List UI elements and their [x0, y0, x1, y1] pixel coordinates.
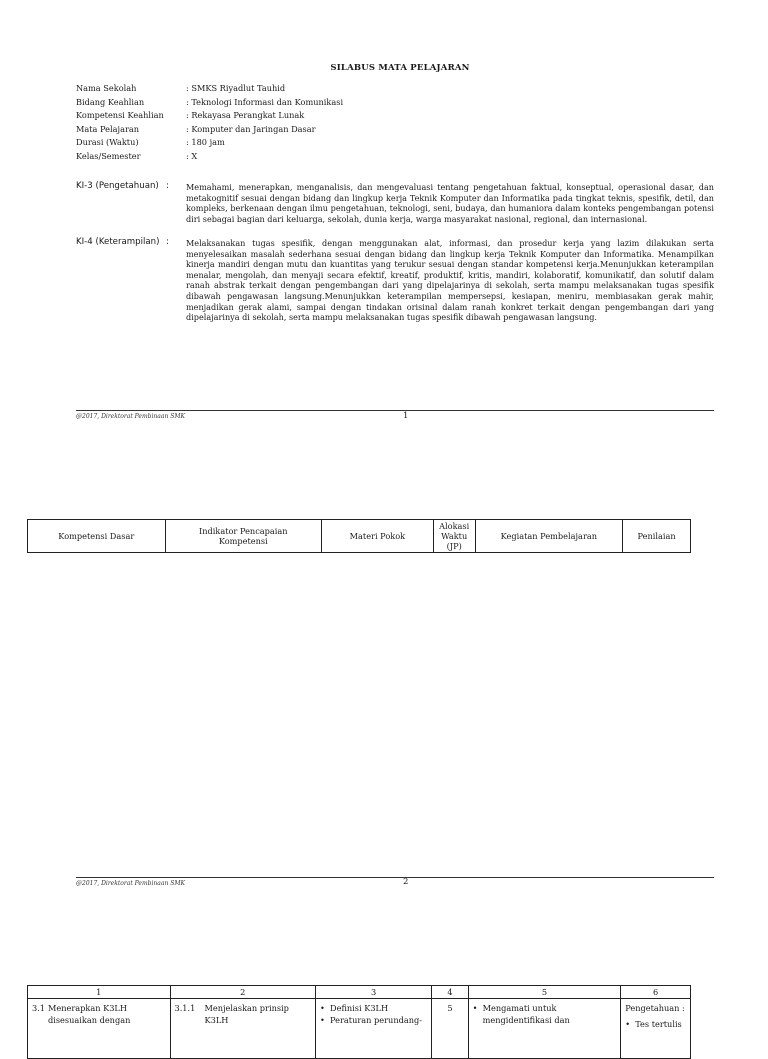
info-row-subject	[76, 123, 343, 137]
materi-cell	[316, 999, 432, 1059]
info-row-school	[76, 82, 343, 96]
page-title: SILABUS MATA PELAJARAN	[330, 63, 470, 73]
info-value: : Rekayasa Perangkat Lunak	[186, 110, 305, 121]
jp-value: 5	[447, 1003, 453, 1013]
info-value: : Teknologi Informasi dan Komunikasi	[186, 96, 344, 107]
footer-divider	[76, 877, 714, 878]
col-number: 1	[28, 986, 171, 999]
kd-text: Menerapkan K3LH	[48, 1003, 128, 1013]
indicator-number: 3.1.1	[174, 1003, 196, 1013]
ki3-text: Memahami, menerapkan, menganalisis, dan mengevaluasi tentang pengetahuan faktual, konseptual, operasional dasar, dan metakognitif sesuai dengan bidang dan lingkup kerja Teknik Komputer dan Informatika pada tingkat teknis, spesifik, detil, dan kompleks, berkenaan dengan ilmu pengetahuan, teknologi, seni, budaya, dan humaniora dalam konteks pengembangan potensi diri sebagai bagian dari keluarga, sekolah, dunia kerja, warga masyarakat nasional, regional, dan internasional.	[186, 182, 714, 224]
page-number: 1	[403, 411, 409, 421]
col-number: 2	[170, 986, 316, 999]
header-kegiatan: Kegiatan Pembelajaran	[475, 520, 622, 553]
info-value: : SMKS Riyadlut Tauhid	[186, 83, 286, 93]
header-materi-pokok: Materi Pokok	[322, 520, 434, 553]
penilaian-heading: Pengetahuan :	[625, 1003, 685, 1013]
list-item: • Mengamati untuk mengidentifikasi dan	[472, 1003, 570, 1025]
table-row	[28, 999, 691, 1059]
ki4-label: KI-4 (Keterampilan)	[76, 237, 160, 247]
kd-cell	[28, 999, 171, 1059]
kegiatan-cell	[468, 999, 621, 1059]
info-row-duration	[76, 136, 343, 150]
table-header-row	[28, 520, 691, 553]
column-number-row	[28, 986, 691, 999]
info-label: Nama Sekolah	[76, 83, 137, 93]
col-number: 3	[316, 986, 432, 999]
footer-copyright: @2017, Direktorat Pembinaan SMK	[76, 413, 185, 420]
col-number: 6	[621, 986, 691, 999]
footer-copyright: @2017, Direktorat Pembinaan SMK	[76, 880, 185, 887]
kd-number: 3.1	[32, 1003, 46, 1013]
info-label: Kelas/Semester	[76, 150, 141, 161]
ki3-label: KI-3 (Pengetahuan)	[76, 181, 159, 191]
info-row-competency	[76, 109, 343, 123]
header-alokasi-waktu: Alokasi Waktu (JP)	[433, 520, 475, 553]
kd-text: disesuaikan dengan	[48, 1015, 131, 1025]
syllabus-content-table	[27, 985, 691, 1059]
footer-divider	[76, 410, 714, 411]
info-label: Durasi (Waktu)	[76, 137, 139, 148]
header-penilaian: Penilaian	[623, 520, 691, 553]
col-number: 5	[468, 986, 621, 999]
list-item: • Peraturan perundang-	[320, 1015, 422, 1025]
list-item: • Definisi K3LH	[320, 1003, 389, 1013]
indicator-text: K3LH	[204, 1015, 229, 1025]
penilaian-cell	[621, 999, 691, 1059]
ki4-text: Melaksanakan tugas spesifik, dengan menggunakan alat, informasi, dan prosedur kerja yang lazim dilakukan serta menyelesaikan masalah sederhana sesuai dengan bidang dan lingkup kerja Teknik Komputer dan Informatika. Menampilkan kinerja mandiri dengan mutu dan kuantitas yang terukur sesuai dengan standar kompetensi kerja.Menunjukkan keterampilan menalar, mengolah, dan menyaji secara efektif, kreatif, produktif, kritis, mandiri, kolaboratif, komunikatif, dan solutif dalam ranah abstrak terkait dengan pengembangan dari yang dipelajarinya di sekolah, serta mampu melaksanakan tugas spesifik dibawah pengawasan langsung.Menunjukkan keterampilan mempersepsi, kesiapan, meniru, membiasakan gerak mahir, menjadikan gerak alami, sampai dengan tindakan orisinal dalam ranah konkret terkait dengan pengembangan dari yang dipelajarinya di sekolah, serta mampu melaksanakan tugas spesifik dibawah pengawasan langsung.	[186, 238, 714, 323]
info-label: Kompetensi Keahlian	[76, 110, 164, 121]
info-value: : X	[186, 150, 198, 161]
jp-cell	[432, 999, 468, 1059]
info-label: Mata Pelajaran	[76, 123, 140, 134]
info-value: : Komputer dan Jaringan Dasar	[186, 123, 316, 134]
syllabus-header-table	[27, 519, 691, 553]
ki3-colon: :	[166, 181, 169, 191]
header-indikator: Indikator Pencapaian Kompetensi	[165, 520, 321, 553]
indicator-text: Menjelaskan prinsip	[204, 1003, 289, 1013]
col-number: 4	[432, 986, 468, 999]
info-value: : 180 jam	[186, 137, 225, 148]
info-row-field	[76, 96, 343, 110]
list-item: • Tes tertulis	[625, 1019, 682, 1029]
indicator-cell	[170, 999, 316, 1059]
page-number: 2	[403, 877, 409, 887]
header-kompetensi-dasar: Kompetensi Dasar	[28, 520, 166, 553]
info-label: Bidang Keahlian	[76, 96, 145, 107]
ki4-colon: :	[166, 237, 169, 247]
info-row-class	[76, 150, 343, 164]
school-info-block	[76, 82, 343, 164]
